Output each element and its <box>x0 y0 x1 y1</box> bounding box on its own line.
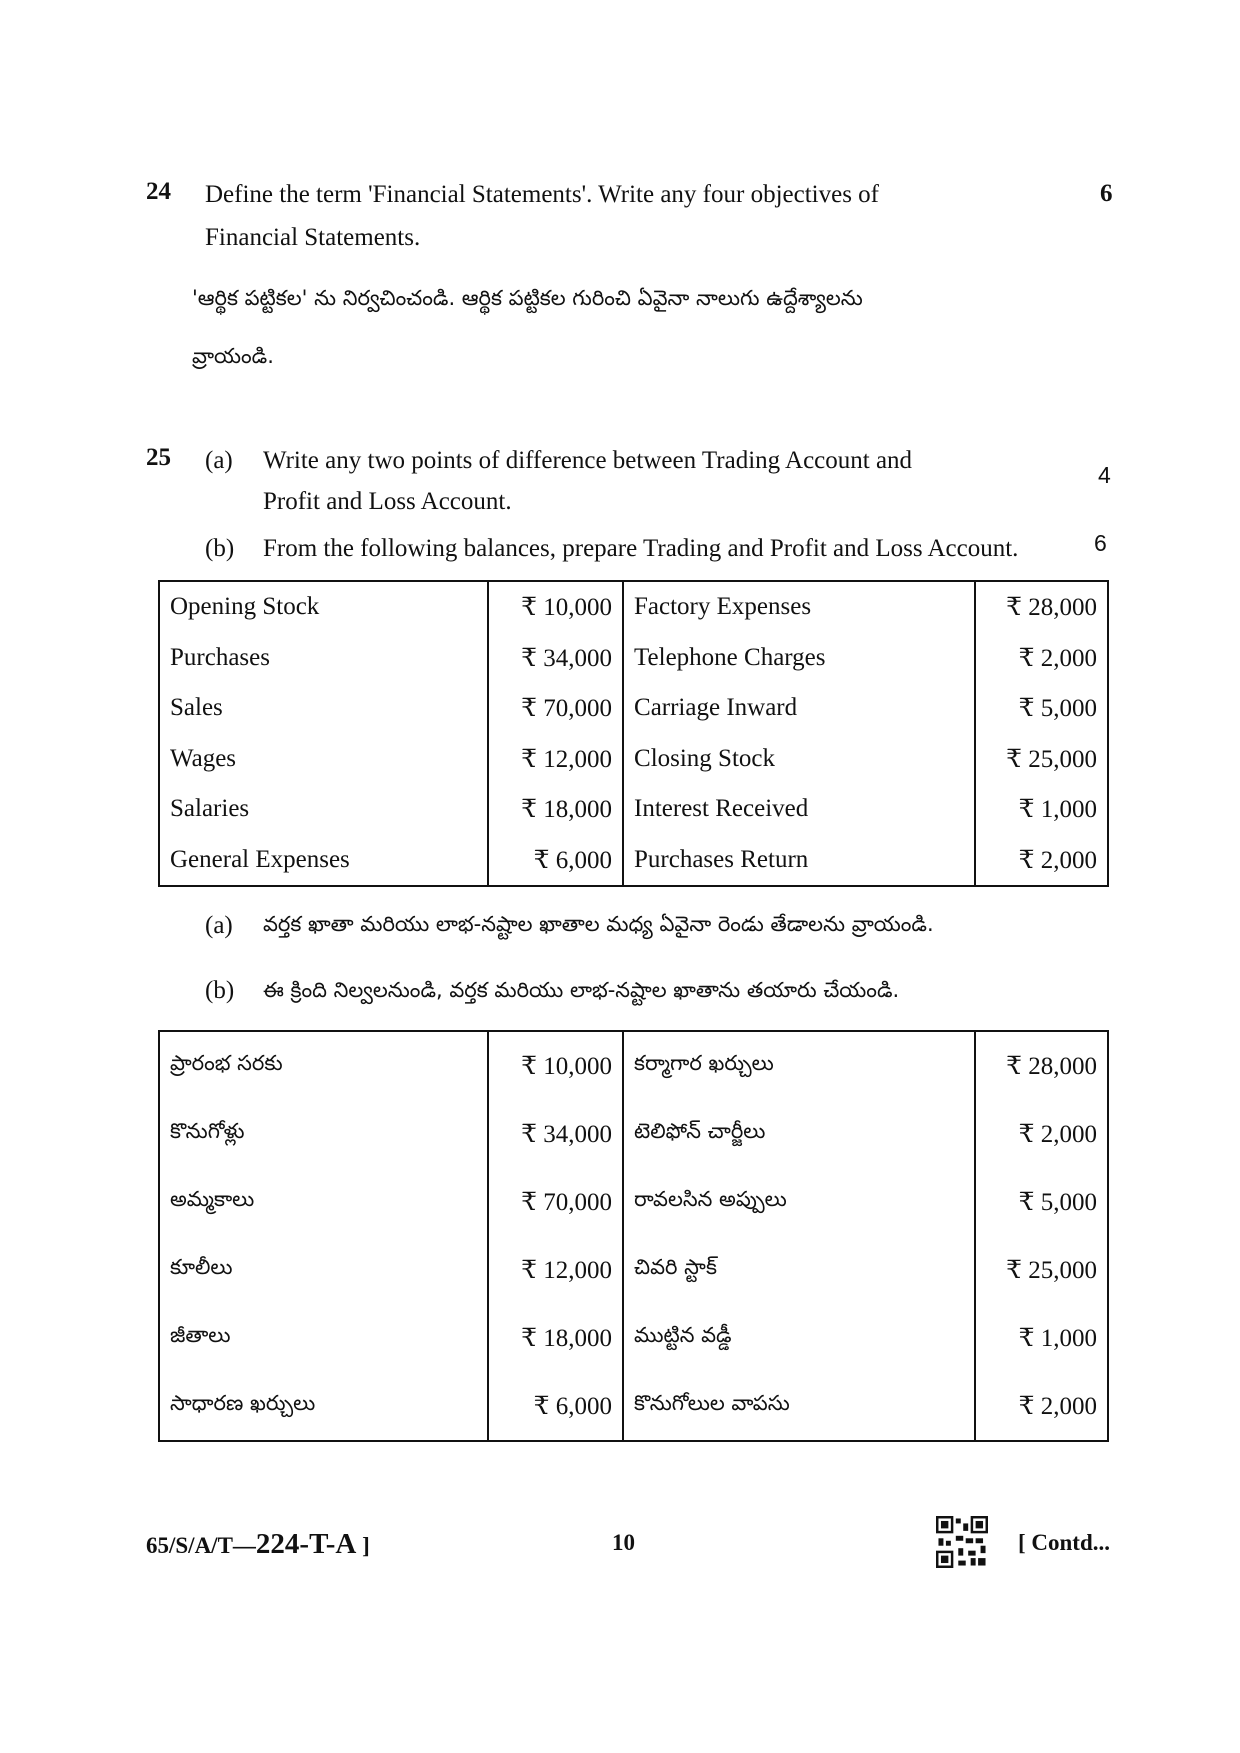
left-item-label: ప్రారంభ సరకు <box>159 1031 488 1100</box>
left-item-label: Wages <box>159 734 488 785</box>
right-item-label: చివరి స్టాక్ <box>623 1236 975 1304</box>
left-item-amount: ₹ 12,000 <box>488 734 623 785</box>
left-item-label: Purchases <box>159 633 488 684</box>
q25b-text: From the following balances, prepare Trading and Profit and Loss Account. <box>263 535 1019 562</box>
right-item-amount: ₹ 2,000 <box>975 1372 1108 1441</box>
paper-code-prefix: 65/S/A/T— <box>146 1533 256 1558</box>
right-item-label: రావలసిన అప్పులు <box>623 1168 975 1236</box>
continued-label: [ Contd... <box>1018 1530 1111 1555</box>
q25a-telugu-text: వర్తక ఖాతా మరియు లాభ-నష్టాల ఖాతాల మధ్య ఏవైనా రెండు తేడాలను వ్రాయండి. <box>263 912 934 936</box>
right-item-label: టెలిఫోన్ చార్జీలు <box>623 1100 975 1168</box>
right-item-amount: ₹ 28,000 <box>975 581 1108 633</box>
left-item-label: కూలీలు <box>159 1236 488 1304</box>
q24-telugu-line1: 'ఆర్థిక పట్టికల' ను నిర్వచించండి. ఆర్థిక పట్టికల గురించి ఏవైనా నాలుగు ఉద్దేశ్యాలను <box>192 286 863 310</box>
right-item-label: ముట్టిన వడ్డీ <box>623 1304 975 1372</box>
left-item-amount: ₹ 10,000 <box>488 581 623 633</box>
left-item-amount: ₹ 6,000 <box>488 835 623 887</box>
left-item-label: Salaries <box>159 784 488 835</box>
q24-english-line1: Define the term 'Financial Statements'. Write any four objectives of <box>205 181 879 208</box>
left-item-amount: ₹ 70,000 <box>488 683 623 734</box>
right-item-amount: ₹ 2,000 <box>975 835 1108 887</box>
right-item-amount: ₹ 1,000 <box>975 784 1108 835</box>
left-item-amount: ₹ 70,000 <box>488 1168 623 1236</box>
right-item-label: Interest Received <box>623 784 975 835</box>
balance-en-row <box>159 683 1108 734</box>
left-item-label: Sales <box>159 683 488 734</box>
balance-en-row <box>159 784 1108 835</box>
balance-te-row <box>159 1236 1108 1304</box>
right-item-amount: ₹ 28,000 <box>975 1031 1108 1100</box>
right-item-label: కొనుగోలుల వాపసు <box>623 1372 975 1441</box>
left-item-label: కొనుగోళ్లు <box>159 1100 488 1168</box>
question-number-25: 25 <box>146 444 171 471</box>
question-number-24: 24 <box>146 178 171 205</box>
left-item-label: సాధారణ ఖర్చులు <box>159 1372 488 1441</box>
right-item-amount: ₹ 1,000 <box>975 1304 1108 1372</box>
right-item-label: Closing Stock <box>623 734 975 785</box>
q25a-line1: Write any two points of difference between Trading Account and <box>263 447 913 474</box>
balance-en-row <box>159 633 1108 684</box>
q24-telugu-line2: వ్రాయండి. <box>192 344 274 368</box>
left-item-amount: ₹ 34,000 <box>488 1100 623 1168</box>
q25a-line2: Profit and Loss Account. <box>263 488 512 515</box>
paper-code-suffix: ] <box>356 1533 370 1558</box>
q24-english-line2: Financial Statements. <box>205 224 421 251</box>
left-item-label: Opening Stock <box>159 581 488 633</box>
page-number: 10 <box>612 1530 635 1555</box>
right-item-label: Factory Expenses <box>623 581 975 633</box>
right-item-amount: ₹ 25,000 <box>975 1236 1108 1304</box>
right-item-amount: ₹ 5,000 <box>975 683 1108 734</box>
q25b-marks: 6 <box>1094 530 1107 556</box>
q24-marks: 6 <box>1100 180 1113 207</box>
right-item-label: Purchases Return <box>623 835 975 887</box>
balance-te-row <box>159 1100 1108 1168</box>
right-item-label: కర్మాగార ఖర్చులు <box>623 1031 975 1100</box>
q25a-marks: 4 <box>1098 462 1111 488</box>
right-item-label: Carriage Inward <box>623 683 975 734</box>
left-item-label: జీతాలు <box>159 1304 488 1372</box>
balances-table-telugu <box>158 1030 1109 1442</box>
left-item-amount: ₹ 18,000 <box>488 784 623 835</box>
right-item-amount: ₹ 5,000 <box>975 1168 1108 1236</box>
balance-en-row <box>159 835 1108 887</box>
balances-table-english <box>158 580 1109 887</box>
paper-code-main: 224-T-A <box>255 1528 357 1560</box>
left-item-label: అమ్మకాలు <box>159 1168 488 1236</box>
left-item-amount: ₹ 12,000 <box>488 1236 623 1304</box>
right-item-label: Telephone Charges <box>623 633 975 684</box>
q25a-label: (a) <box>205 447 233 474</box>
right-item-amount: ₹ 2,000 <box>975 633 1108 684</box>
left-item-amount: ₹ 10,000 <box>488 1031 623 1100</box>
balance-en-row <box>159 734 1108 785</box>
left-item-amount: ₹ 6,000 <box>488 1372 623 1441</box>
balance-te-row <box>159 1031 1108 1100</box>
q25b-telugu-label: (b) <box>205 977 235 1004</box>
paper-code <box>146 1528 370 1561</box>
balance-te-row <box>159 1304 1108 1372</box>
q25a-telugu-label: (a) <box>205 912 233 939</box>
balance-en-row <box>159 581 1108 633</box>
right-item-amount: ₹ 2,000 <box>975 1100 1108 1168</box>
left-item-amount: ₹ 34,000 <box>488 633 623 684</box>
qr-code-icon <box>936 1516 988 1568</box>
balance-te-row <box>159 1168 1108 1236</box>
q25b-label: (b) <box>205 535 235 562</box>
left-item-amount: ₹ 18,000 <box>488 1304 623 1372</box>
q25b-telugu-text: ఈ క్రింది నిల్వలనుండి, వర్తక మరియు లాభ-నష్టాల ఖాతాను తయారు చేయండి. <box>263 978 900 1002</box>
left-item-label: General Expenses <box>159 835 488 887</box>
right-item-amount: ₹ 25,000 <box>975 734 1108 785</box>
balance-te-row <box>159 1372 1108 1441</box>
